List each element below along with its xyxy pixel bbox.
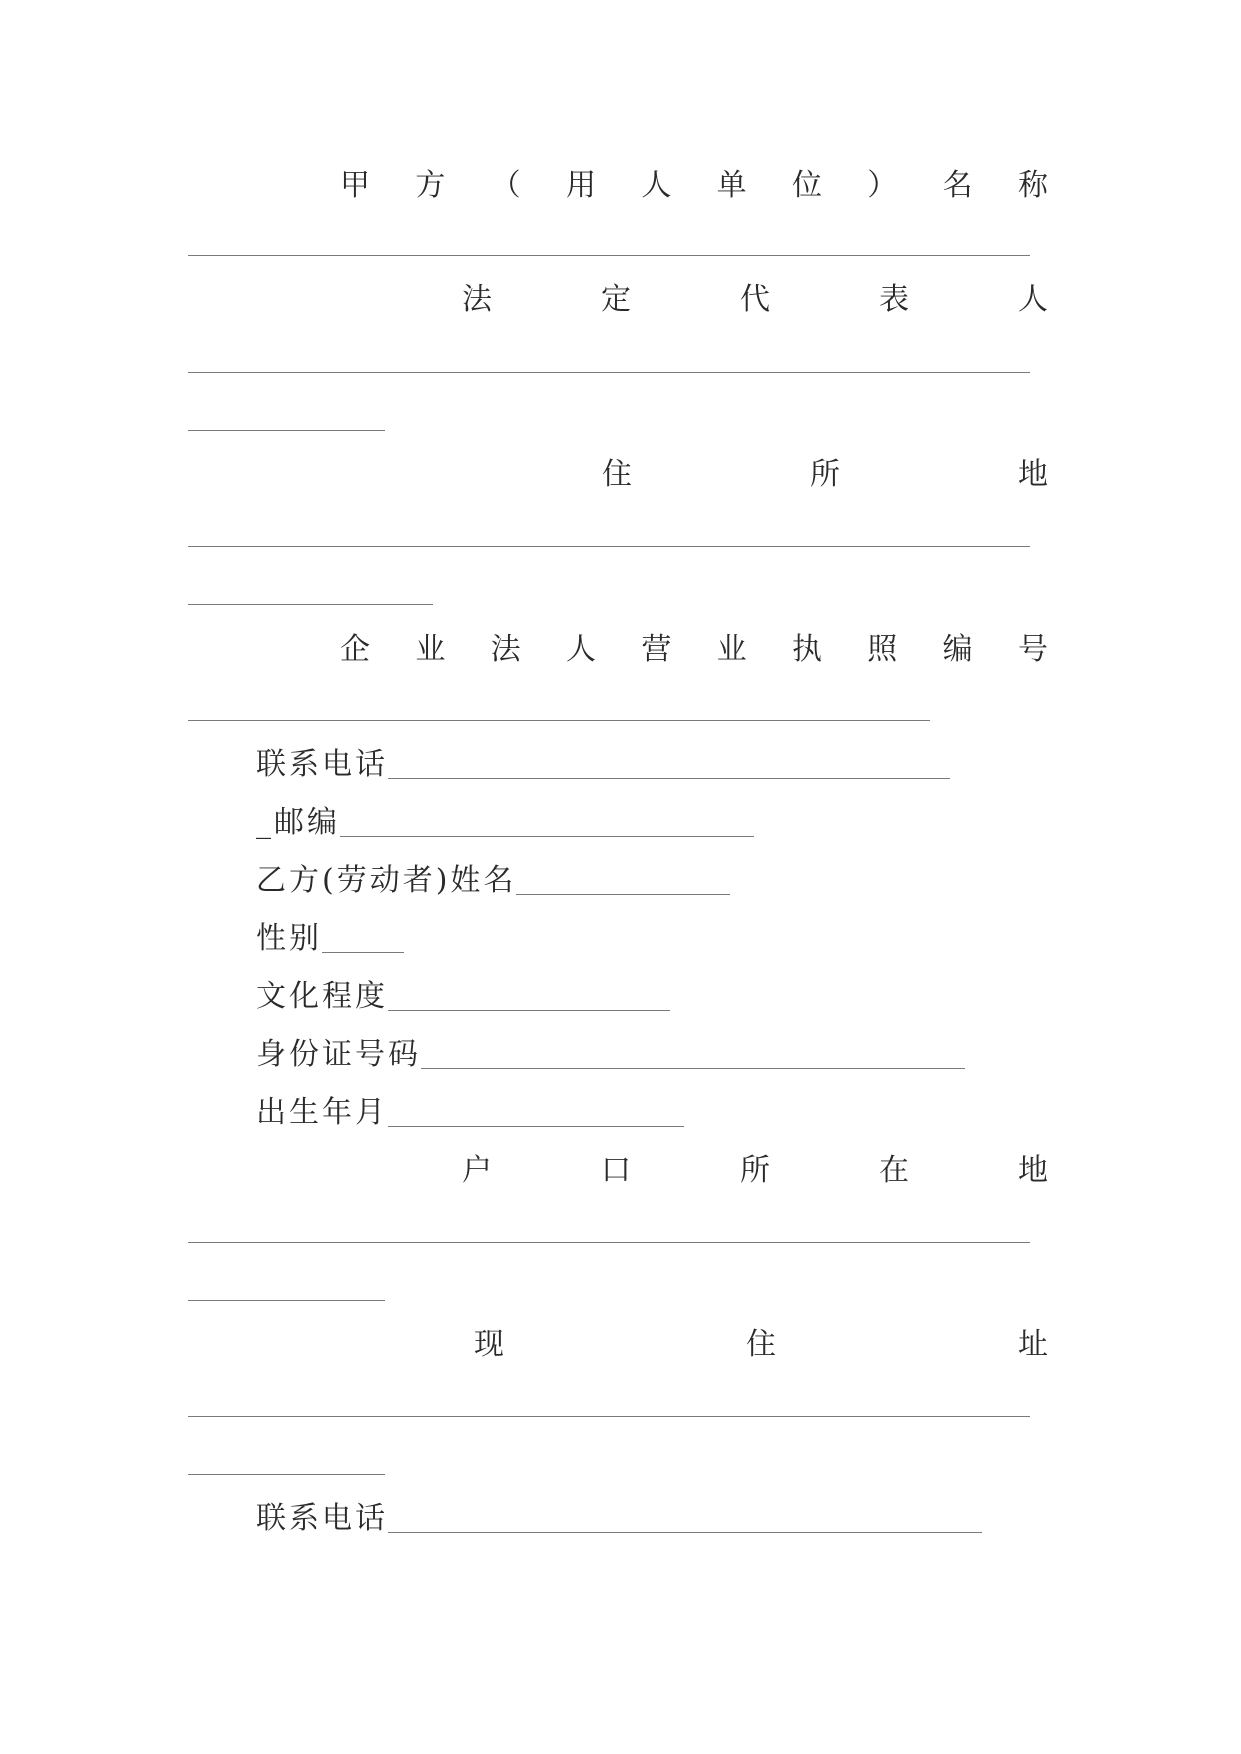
label-char: 业 (716, 632, 747, 667)
postcode-field (256, 803, 754, 843)
label-char: 现 (474, 1327, 504, 1362)
id-number-label: 身份证号码 (256, 1037, 421, 1072)
label-char: 在 (879, 1153, 909, 1188)
legal-rep-blank[interactable] (188, 372, 1030, 373)
label-char: 营 (641, 632, 672, 667)
postcode-blank[interactable] (340, 836, 754, 837)
label-char: 业 (415, 632, 446, 667)
label-char: 代 (740, 282, 770, 317)
label-char: 所 (810, 457, 840, 492)
label-char: 照 (867, 632, 898, 667)
birth-field (256, 1093, 684, 1133)
business-license-label (340, 630, 1048, 670)
label-char: ） (867, 168, 898, 203)
party-b-name-blank[interactable] (516, 894, 730, 895)
domicile-label (602, 455, 1048, 495)
phone-b-label: 联系电话 (256, 1501, 388, 1536)
label-char: 甲 (340, 168, 370, 203)
label-char: 所 (740, 1153, 770, 1188)
party-b-name-field (256, 861, 730, 901)
phone-b-field (256, 1499, 982, 1539)
party-a-name-label (340, 166, 1048, 206)
label-char: 住 (602, 457, 632, 492)
label-char: 口 (601, 1153, 631, 1188)
id-number-field (256, 1035, 965, 1075)
gender-label: 性别 (256, 921, 322, 956)
phone-a-field (256, 745, 950, 785)
label-char: 地 (1018, 457, 1048, 492)
current-address-label (474, 1325, 1048, 1365)
phone-a-blank[interactable] (388, 778, 950, 779)
label-char: 人 (641, 168, 672, 203)
household-blank-2[interactable] (188, 1300, 385, 1301)
label-char: 位 (791, 168, 822, 203)
label-char: 地 (1018, 1153, 1048, 1188)
label-char: 称 (1017, 168, 1048, 203)
label-char: 法 (490, 632, 521, 667)
domicile-blank[interactable] (188, 546, 1030, 547)
gender-blank[interactable] (322, 952, 404, 953)
household-blank[interactable] (188, 1242, 1030, 1243)
education-blank[interactable] (388, 1010, 670, 1011)
label-char: 址 (1018, 1327, 1048, 1362)
phone-a-label: 联系电话 (256, 747, 388, 782)
id-number-blank[interactable] (421, 1068, 965, 1069)
label-char: 户 (462, 1153, 492, 1188)
label-char: 住 (746, 1327, 776, 1362)
domicile-blank-2[interactable] (188, 604, 433, 605)
legal-rep-blank-2[interactable] (188, 430, 385, 431)
label-char: 执 (791, 632, 822, 667)
label-char: 定 (601, 282, 631, 317)
label-char: 用 (565, 168, 596, 203)
label-char: 单 (716, 168, 747, 203)
label-char: 号 (1017, 632, 1048, 667)
education-field (256, 977, 670, 1017)
label-char: 人 (565, 632, 596, 667)
party-b-name-label: 乙方(劳动者)姓名 (256, 863, 517, 898)
postcode-label: _邮编 (256, 805, 340, 840)
birth-label: 出生年月 (256, 1095, 388, 1130)
business-license-blank[interactable] (188, 720, 930, 721)
label-char: 表 (879, 282, 909, 317)
party-a-name-blank[interactable] (188, 255, 1030, 256)
household-label (462, 1151, 1048, 1191)
current-address-blank-2[interactable] (188, 1474, 385, 1475)
label-char: 方 (415, 168, 446, 203)
label-char: 名 (942, 168, 973, 203)
label-char: （ (490, 168, 521, 203)
legal-rep-label (462, 280, 1048, 320)
current-address-blank[interactable] (188, 1416, 1030, 1417)
birth-blank[interactable] (388, 1126, 684, 1127)
gender-field (256, 919, 404, 959)
label-char: 编 (942, 632, 973, 667)
education-label: 文化程度 (256, 979, 388, 1014)
label-char: 企 (340, 632, 370, 667)
label-char: 人 (1018, 282, 1048, 317)
label-char: 法 (462, 282, 492, 317)
phone-b-blank[interactable] (388, 1532, 982, 1533)
